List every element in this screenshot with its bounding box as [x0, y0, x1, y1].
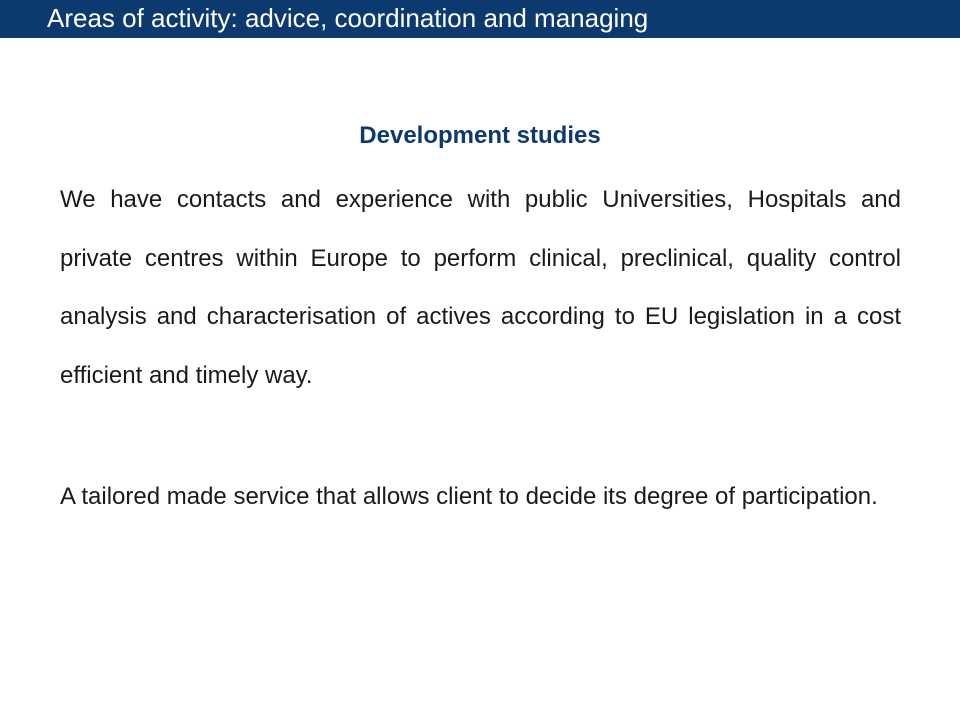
- body-paragraph-2: A tailored made service that allows client to decide its degree of participation.: [60, 483, 878, 510]
- section-heading: Development studies: [359, 122, 601, 149]
- title-bar: [0, 0, 960, 38]
- body-paragraph-1: We have contacts and experience with public Universities, Hospitals and private centres within Europe to perform clinical, preclinical, quality control analysis and characterisation of actives according to EU legislation in a cost efficient and timely way.: [60, 186, 901, 389]
- slide-title: Areas of activity: advice, coordination and managing: [47, 3, 649, 33]
